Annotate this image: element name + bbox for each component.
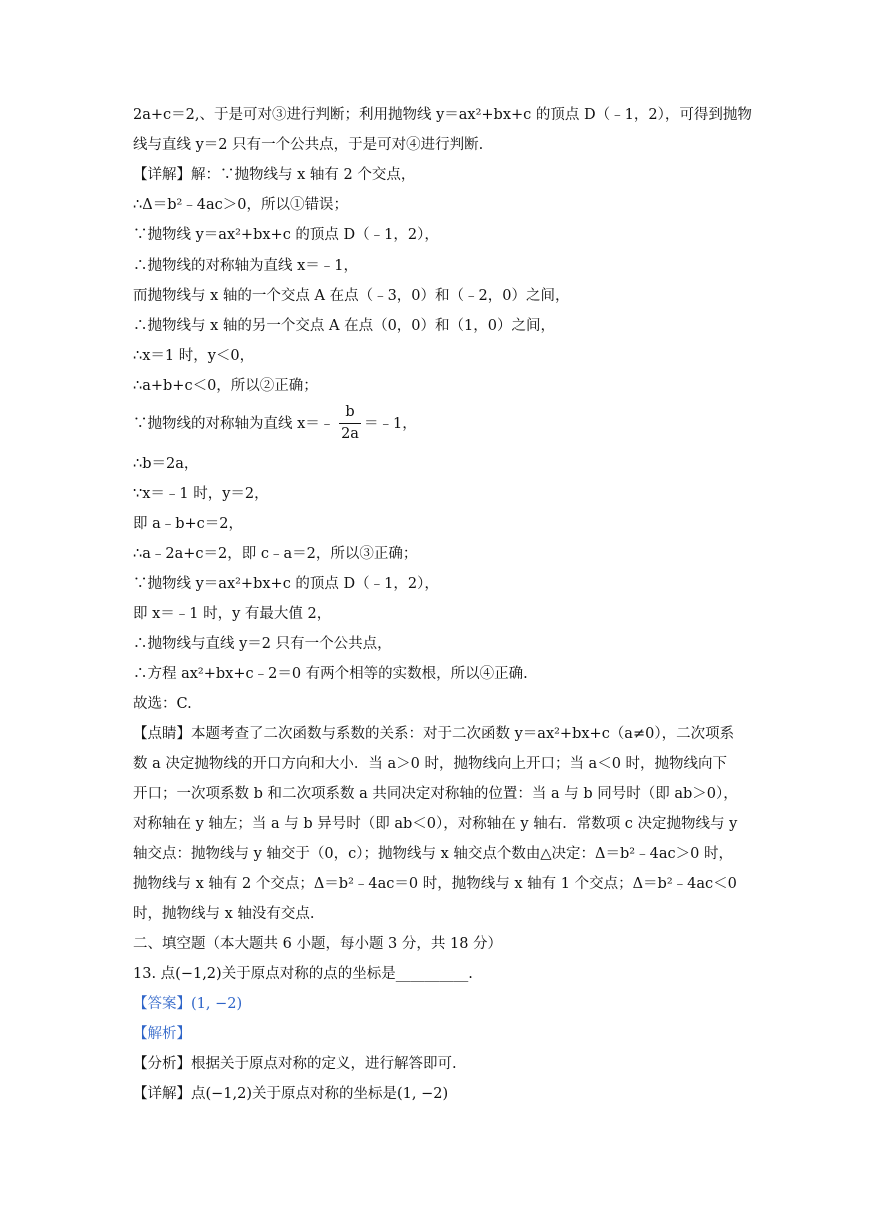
analysis-label: 【解析】 (133, 1026, 191, 1042)
question-13: 13. 点(−1,2)关于原点对称的点的坐标是__________. (133, 966, 473, 982)
text-line: 【点睛】本题考查了二次函数与系数的关系：对于二次函数 y＝ax²+bx+c（a≠0），二次项系 (133, 726, 735, 742)
text-line: 2a+c＝2,、于是可对③进行判断；利用抛物线 y＝ax²+bx+c 的顶点 D（﹣1，2），可得到抛物 (133, 107, 752, 123)
text-line: 故选：C. (133, 696, 192, 712)
text-line: ∴a﹣2a+c＝2，即 c﹣a＝2，所以③正确； (133, 546, 418, 562)
fraction-denominator: 2a (341, 426, 359, 442)
text-line: 抛物线与 x 轴有 2 个交点；Δ＝b²﹣4ac＝0 时，抛物线与 x 轴有 1 个交点；Δ＝b²﹣4ac＜0 (133, 876, 737, 892)
text-line: ∴Δ＝b²﹣4ac＞0，所以①错误； (133, 197, 349, 213)
text-line: ∵抛物线 y＝ax²+bx+c 的顶点 D（﹣1，2）， (133, 576, 439, 592)
answer-label: 【答案】(1, −2) (133, 996, 243, 1012)
text-line: ∵抛物线 y＝ax²+bx+c 的顶点 D（﹣1，2）， (133, 227, 439, 243)
text-line: 时，抛物线与 x 轴没有交点. (133, 906, 315, 922)
text-line: 线与直线 y＝2 只有一个公共点，于是可对④进行判断. (133, 137, 484, 153)
text-line: 开口；一次项系数 b 和二次项系数 a 共同决定对称轴的位置：当 a 与 b 同号时（即 ab＞0）， (133, 786, 738, 802)
section-heading: 二、填空题（本大题共 6 小题，每小题 3 分，共 18 分） (133, 936, 503, 952)
formula-line-suffix: ＝﹣1， (364, 416, 417, 432)
text-line: 对称轴在 y 轴左；当 a 与 b 异号时（即 ab＜0），对称轴在 y 轴右．常数项 c 决定抛物线与 y (133, 816, 738, 832)
text-line: 数 a 决定抛物线的开口方向和大小．当 a＞0 时，抛物线向上开口；当 a＜0 时，抛物线向下 (133, 756, 728, 772)
text-line: ∵x＝﹣1 时，y＝2， (133, 486, 269, 502)
fraction-numerator: b (345, 404, 355, 420)
text-line: 【详解】点(−1,2)关于原点对称的坐标是(1, −2) (133, 1086, 449, 1102)
fraction-bar (339, 423, 361, 424)
text-line: ∴x＝1 时，y＜0， (133, 348, 255, 364)
text-line: 【详解】解：∵抛物线与 x 轴有 2 个交点， (133, 167, 416, 183)
text-line: 即 x＝﹣1 时，y 有最大值 2， (133, 606, 332, 622)
text-line: 轴交点：抛物线与 y 轴交于（0，c）；抛物线与 x 轴交点个数由△决定：Δ＝b²﹣4ac＞0 时， (133, 846, 733, 862)
text-line: ∴方程 ax²+bx+c﹣2＝0 有两个相等的实数根，所以④正确. (133, 666, 528, 682)
text-line: ∴a+b+c＜0，所以②正确； (133, 378, 318, 394)
text-line: ∴抛物线与直线 y＝2 只有一个公共点， (133, 636, 392, 652)
formula-line-prefix: ∵抛物线的对称轴为直线 x＝﹣ (133, 416, 335, 432)
text-line: 【分析】根据关于原点对称的定义，进行解答即可. (133, 1056, 457, 1072)
text-line: 而抛物线与 x 轴的一个交点 A 在点（﹣3，0）和（﹣2，0）之间， (133, 288, 570, 304)
text-line: ∴抛物线的对称轴为直线 x＝﹣1， (133, 258, 359, 274)
text-line: ∴抛物线与 x 轴的另一个交点 A 在点（0，0）和（1，0）之间， (133, 318, 555, 334)
text-line: 即 a﹣b+c＝2， (133, 516, 244, 532)
text-line: ∴b＝2a， (133, 456, 199, 472)
